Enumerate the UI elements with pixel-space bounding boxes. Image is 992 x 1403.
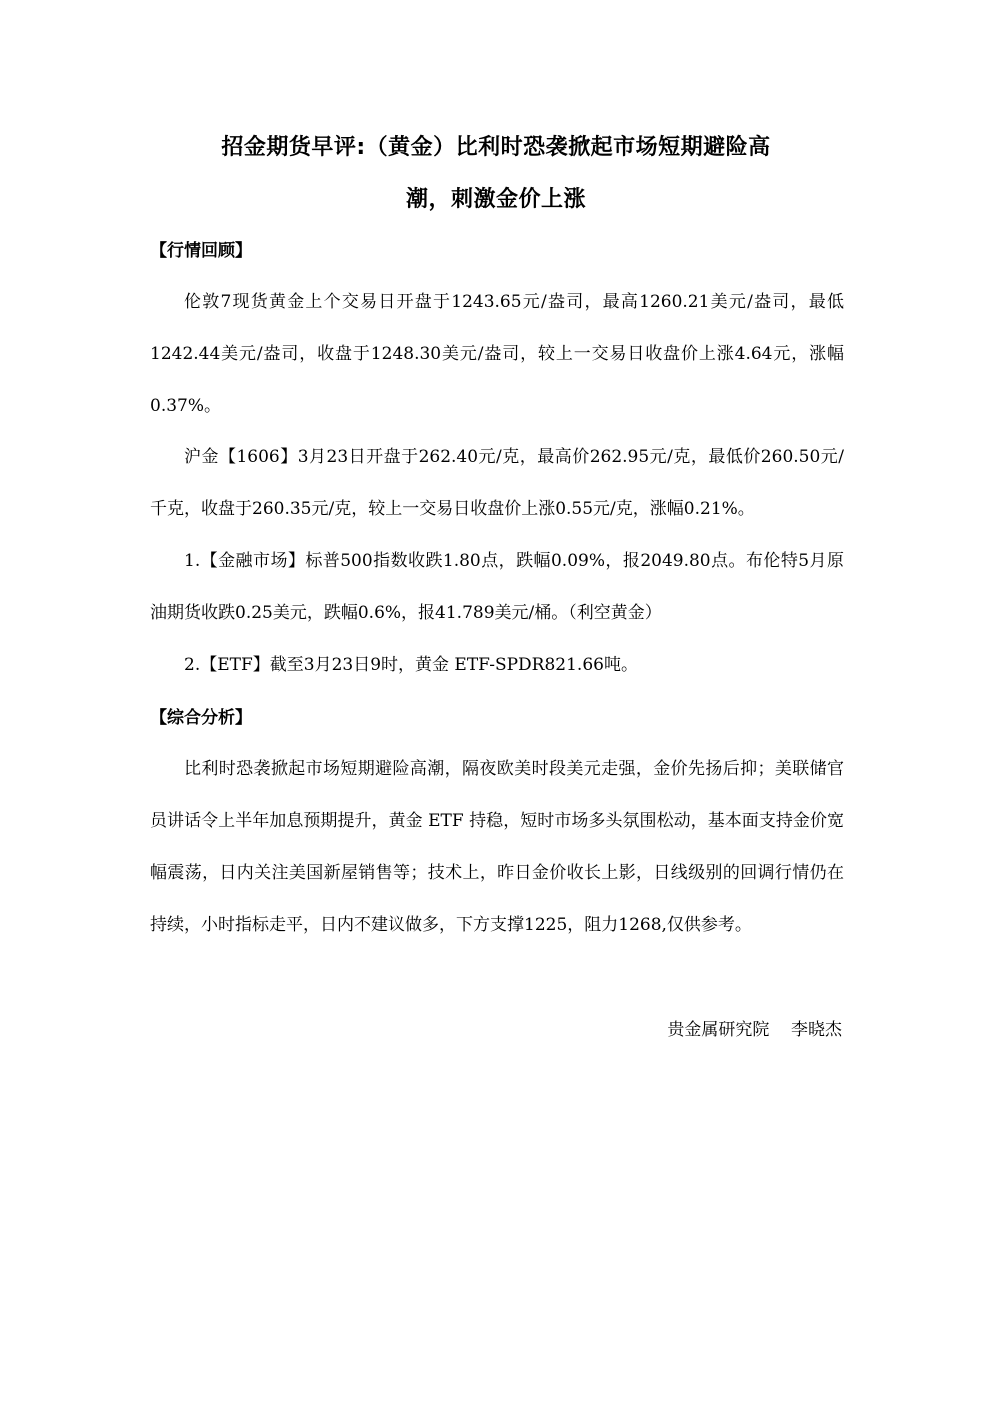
author-signature: 贵金属研究院 李晓杰 <box>667 1020 842 1040</box>
paragraph-etf: 2.【ETF】截至3月23日9时，黄金 ETF-SPDR821.66吨。 <box>184 655 638 675</box>
section-heading-market-review: 【行情回顾】 <box>150 241 252 261</box>
document-title-line-2: 潮，刺激金价上涨 <box>405 187 586 212</box>
document-title-line-1: 招金期货早评:（黄金）比利时恐袭掀起市场短期避险高 <box>221 135 771 160</box>
paragraph-shanghai-gold: 沪金【1606】3月23日开盘于262.40元/克，最高价262.95元/克，最低价260.50元/千克，收盘于260.35元/克，较上一交易日收盘价上涨0.55元/克，涨幅0.21%。 <box>150 447 844 519</box>
paragraph-analysis: 比利时恐袭掀起市场短期避险高潮，隔夜欧美时段美元走强，金价先扬后抑；美联储官员讲话令上半年加息预期提升，黄金 ETF 持稳，短时市场多头氛围松动，基本面支持金价宽幅震荡，日内关注美国新屋销售等；技术上，昨日金价收长上影，日线级别的回调行情仍在持续，小时指标走平，日内不建议做多，下方支撑1225，阻力1268,仅供参考。 <box>150 759 844 935</box>
section-heading-analysis: 【综合分析】 <box>150 708 252 728</box>
paragraph-london-gold: 伦敦7现货黄金上个交易日开盘于1243.65元/盎司，最高1260.21美元/盎司，最低1242.44美元/盎司，收盘于1248.30美元/盎司，较上一交易日收盘价上涨4.64元，涨幅0.37%。 <box>150 292 844 416</box>
paragraph-financial-market: 1.【金融市场】标普500指数收跌1.80点，跌幅0.09%，报2049.80点。布伦特5月原油期货收跌0.25美元，跌幅0.6%，报41.789美元/桶。（利空黄金） <box>150 551 844 623</box>
